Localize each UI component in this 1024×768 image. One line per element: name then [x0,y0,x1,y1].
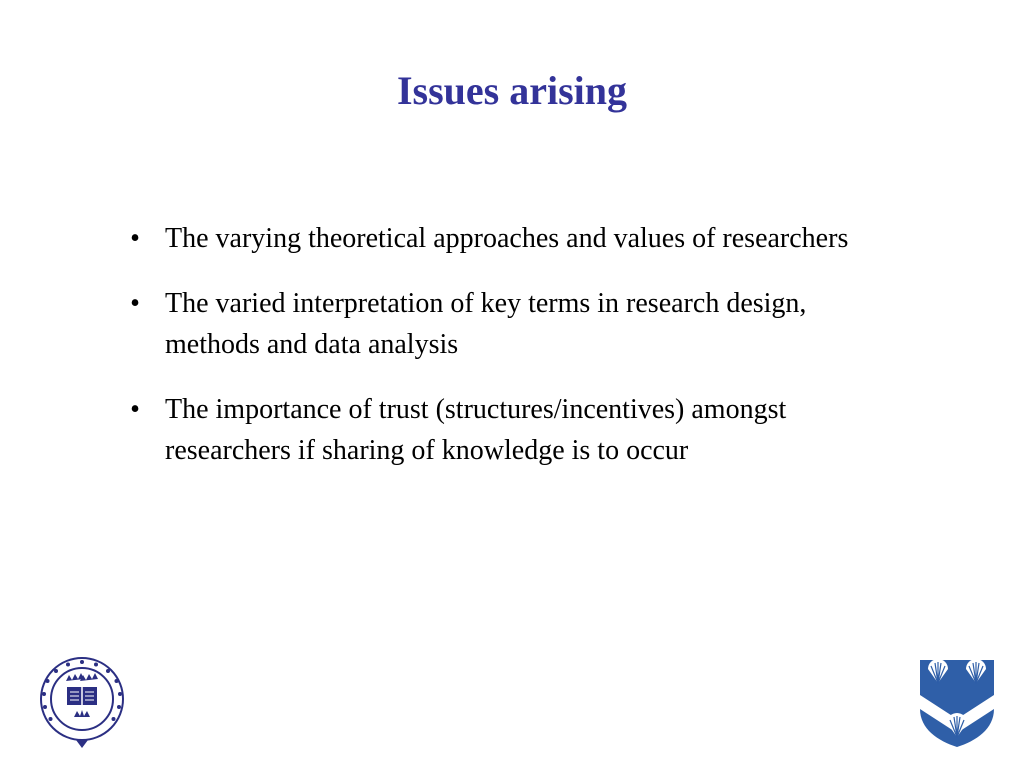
blue-white-shield-crest-icon [918,657,996,749]
oxford-seal-svg [36,655,128,753]
bullet-list [125,218,855,495]
bullet-mark: • [130,394,140,425]
bullet-item [125,218,855,259]
oxford-university-seal-icon [36,655,128,753]
bullet-item [125,283,855,365]
bullet-item [125,389,855,471]
bullet-mark: • [130,223,140,254]
bullet-text: The varied interpretation of key terms in research design, methods and data analysis [165,288,807,360]
slide-title: Issues arising [396,68,628,113]
bullet-text: The varying theoretical approaches and values of researchers [165,223,849,254]
bullet-text: The importance of trust (structures/incentives) amongst researchers if sharing of knowledge is to occur [165,394,787,466]
shield-crest-svg [918,657,996,749]
bullet-mark: • [130,288,140,319]
